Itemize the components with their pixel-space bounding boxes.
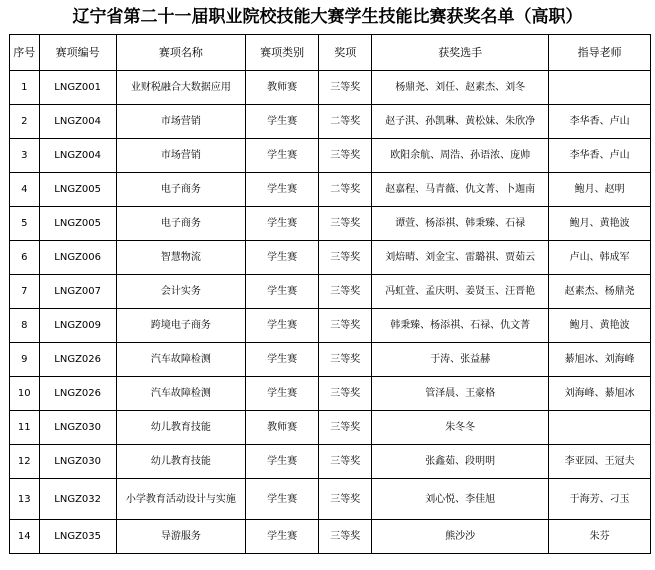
cell-name: 电子商务 [116, 207, 245, 241]
cell-name: 电子商务 [116, 173, 245, 207]
header-teachers: 指导老师 [549, 35, 651, 71]
cell-no: 13 [10, 479, 40, 520]
cell-teachers: 刘海峰、綦旭冰 [549, 377, 651, 411]
cell-code: LNGZ026 [39, 343, 116, 377]
cell-type: 学生赛 [246, 241, 319, 275]
cell-name: 会计实务 [116, 275, 245, 309]
table-row [10, 139, 651, 173]
cell-teachers: 綦旭冰、刘海峰 [549, 343, 651, 377]
cell-name: 汽车故障检测 [116, 377, 245, 411]
cell-code: LNGZ007 [39, 275, 116, 309]
cell-award: 二等奖 [319, 173, 372, 207]
cell-winners: 于涛、张益赫 [372, 343, 549, 377]
cell-teachers: 李华香、卢山 [549, 139, 651, 173]
cell-award: 三等奖 [319, 275, 372, 309]
cell-type: 学生赛 [246, 520, 319, 554]
cell-code: LNGZ032 [39, 479, 116, 520]
table-row [10, 343, 651, 377]
header-name: 赛项名称 [116, 35, 245, 71]
cell-teachers [549, 411, 651, 445]
cell-no: 7 [10, 275, 40, 309]
cell-winners: 赵子淇、孙凯琳、黄松妹、朱欣净 [372, 105, 549, 139]
cell-teachers: 鲍月、黄艳波 [549, 309, 651, 343]
cell-type: 学生赛 [246, 105, 319, 139]
header-type: 赛项类别 [246, 35, 319, 71]
cell-name: 汽车故障检测 [116, 343, 245, 377]
cell-teachers: 鲍月、赵明 [549, 173, 651, 207]
cell-name: 市场营销 [116, 139, 245, 173]
cell-name: 幼儿教育技能 [116, 411, 245, 445]
table-row [10, 207, 651, 241]
cell-award: 三等奖 [319, 343, 372, 377]
cell-no: 11 [10, 411, 40, 445]
cell-winners: 张鑫茹、段明明 [372, 445, 549, 479]
table-row [10, 411, 651, 445]
cell-no: 6 [10, 241, 40, 275]
cell-winners: 管泽晨、王豪格 [372, 377, 549, 411]
cell-code: LNGZ030 [39, 411, 116, 445]
cell-teachers: 赵素杰、杨鼎尧 [549, 275, 651, 309]
cell-type: 学生赛 [246, 445, 319, 479]
table-row [10, 105, 651, 139]
cell-winners: 冯虹萱、孟庆明、姜贤玉、汪晋艳 [372, 275, 549, 309]
cell-no: 1 [10, 71, 40, 105]
cell-award: 三等奖 [319, 377, 372, 411]
cell-teachers: 李华香、卢山 [549, 105, 651, 139]
cell-winners: 欧阳余航、周浩、孙语浓、庞帅 [372, 139, 549, 173]
cell-name: 智慧物流 [116, 241, 245, 275]
header-winners: 获奖选手 [372, 35, 549, 71]
cell-winners: 赵嘉程、马青薇、仇文菁、卜迦南 [372, 173, 549, 207]
cell-type: 学生赛 [246, 139, 319, 173]
cell-no: 12 [10, 445, 40, 479]
cell-code: LNGZ030 [39, 445, 116, 479]
cell-type: 学生赛 [246, 309, 319, 343]
table-body [10, 71, 651, 554]
awards-table [9, 34, 651, 554]
cell-no: 5 [10, 207, 40, 241]
cell-award: 三等奖 [319, 309, 372, 343]
cell-no: 10 [10, 377, 40, 411]
cell-code: LNGZ004 [39, 105, 116, 139]
cell-code: LNGZ009 [39, 309, 116, 343]
table-row [10, 520, 651, 554]
table-row [10, 275, 651, 309]
cell-winners: 刘心悦、李佳旭 [372, 479, 549, 520]
cell-name: 导游服务 [116, 520, 245, 554]
cell-no: 14 [10, 520, 40, 554]
header-no: 序号 [10, 35, 40, 71]
cell-type: 教师赛 [246, 411, 319, 445]
cell-teachers [549, 71, 651, 105]
cell-teachers: 卢山、韩成军 [549, 241, 651, 275]
cell-award: 三等奖 [319, 445, 372, 479]
cell-award: 三等奖 [319, 411, 372, 445]
table-row [10, 377, 651, 411]
cell-name: 小学教育活动设计与实施 [116, 479, 245, 520]
cell-type: 学生赛 [246, 173, 319, 207]
cell-name: 跨境电子商务 [116, 309, 245, 343]
cell-winners: 韩秉臻、杨添祺、石禄、仇文菁 [372, 309, 549, 343]
table-row [10, 309, 651, 343]
cell-award: 三等奖 [319, 520, 372, 554]
cell-no: 9 [10, 343, 40, 377]
cell-code: LNGZ026 [39, 377, 116, 411]
cell-award: 三等奖 [319, 71, 372, 105]
cell-award: 三等奖 [319, 241, 372, 275]
cell-type: 学生赛 [246, 377, 319, 411]
cell-type: 学生赛 [246, 207, 319, 241]
cell-award: 三等奖 [319, 479, 372, 520]
cell-code: LNGZ001 [39, 71, 116, 105]
cell-award: 二等奖 [319, 105, 372, 139]
cell-teachers: 鲍月、黄艳波 [549, 207, 651, 241]
cell-winners: 刘焙晴、刘金宝、雷璐祺、贾茹云 [372, 241, 549, 275]
cell-name: 业财税融合大数据应用 [116, 71, 245, 105]
cell-code: LNGZ035 [39, 520, 116, 554]
cell-code: LNGZ004 [39, 139, 116, 173]
cell-code: LNGZ005 [39, 173, 116, 207]
cell-type: 学生赛 [246, 479, 319, 520]
cell-winners: 熊沙沙 [372, 520, 549, 554]
cell-teachers: 李亚园、王冠夫 [549, 445, 651, 479]
cell-no: 8 [10, 309, 40, 343]
cell-type: 学生赛 [246, 343, 319, 377]
cell-winners: 谭萱、杨添祺、韩秉臻、石禄 [372, 207, 549, 241]
table-row [10, 479, 651, 520]
cell-code: LNGZ006 [39, 241, 116, 275]
cell-no: 4 [10, 173, 40, 207]
cell-teachers: 朱芬 [549, 520, 651, 554]
table-row [10, 241, 651, 275]
cell-winners: 朱冬冬 [372, 411, 549, 445]
cell-type: 教师赛 [246, 71, 319, 105]
table-header-row [10, 35, 651, 71]
cell-type: 学生赛 [246, 275, 319, 309]
cell-name: 幼儿教育技能 [116, 445, 245, 479]
cell-winners: 杨鼎尧、刘任、赵素杰、刘冬 [372, 71, 549, 105]
cell-no: 3 [10, 139, 40, 173]
cell-name: 市场营销 [116, 105, 245, 139]
cell-award: 三等奖 [319, 207, 372, 241]
cell-award: 三等奖 [319, 139, 372, 173]
table-row [10, 173, 651, 207]
table-row [10, 71, 651, 105]
cell-code: LNGZ005 [39, 207, 116, 241]
table-row [10, 445, 651, 479]
header-award: 奖项 [319, 35, 372, 71]
page-title: 辽宁省第二十一届职业院校技能大赛学生技能比赛获奖名单（高职） [72, 7, 583, 27]
cell-teachers: 于海芳、刁玉 [549, 479, 651, 520]
header-code: 赛项编号 [39, 35, 116, 71]
cell-no: 2 [10, 105, 40, 139]
